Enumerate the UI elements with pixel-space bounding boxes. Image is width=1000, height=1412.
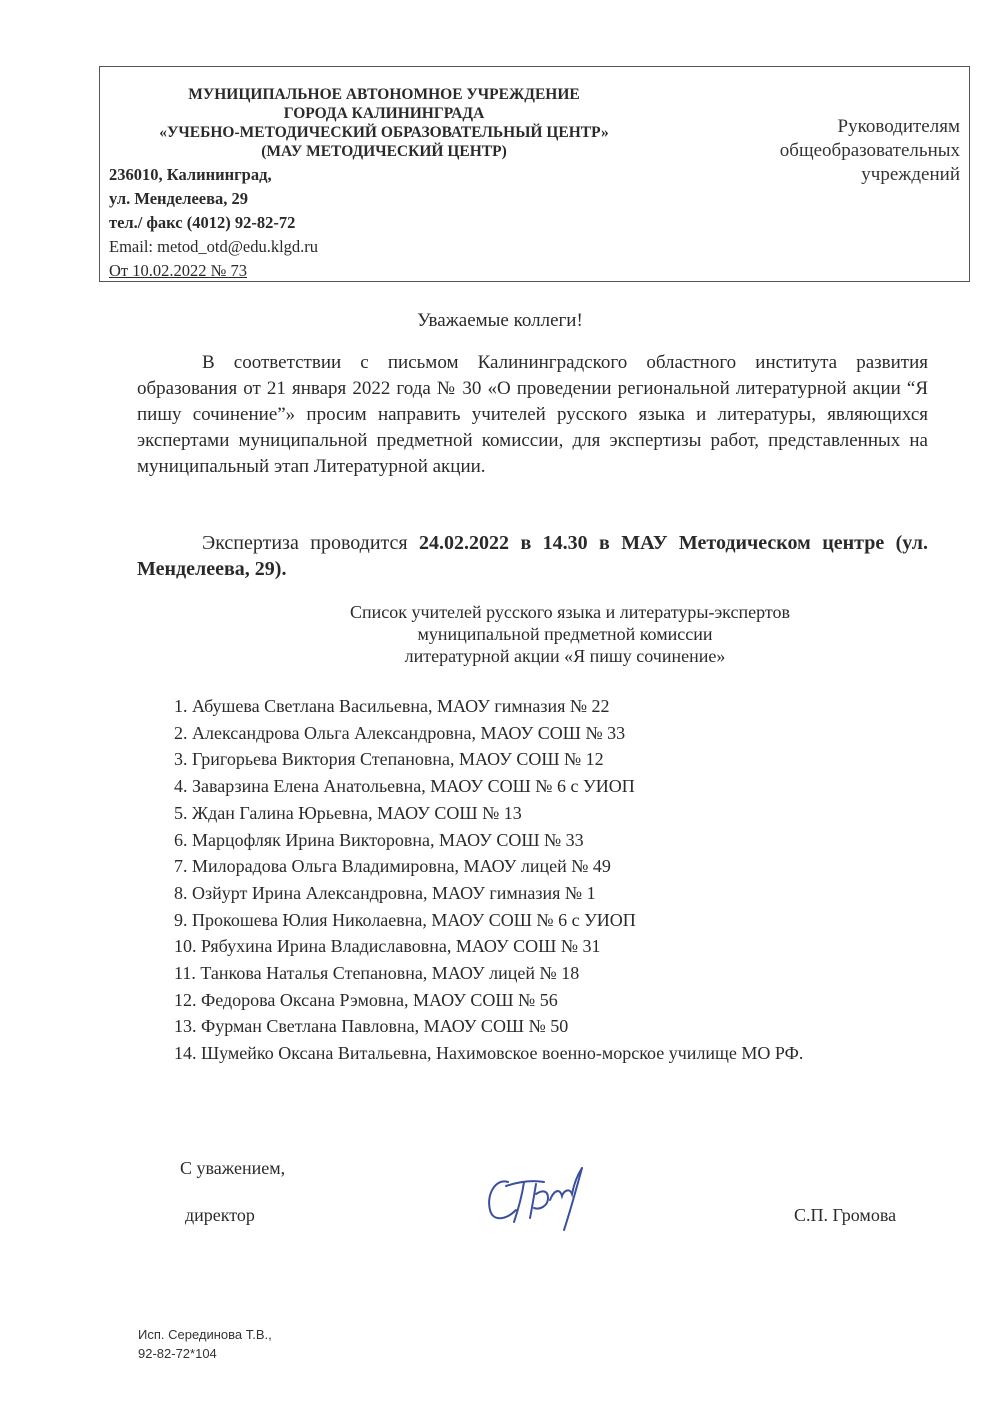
list-item: 5. Ждан Галина Юрьевна, МАОУ СОШ № 13	[174, 802, 522, 823]
sender-block	[109, 85, 659, 283]
list-item: 12. Федорова Оксана Рэмовна, МАОУ СОШ № 56	[174, 989, 558, 1010]
list-title	[0, 601, 1000, 667]
recipient-line: Руководителям	[837, 116, 960, 137]
list-item: 3. Григорьева Виктория Степановна, МАОУ СОШ № 12	[174, 749, 604, 770]
list-title-line: муниципальной предметной комиссии	[417, 624, 713, 644]
org-line: ГОРОДА КАЛИНИНГРАДА	[283, 105, 485, 122]
org-line: «УЧЕБНО-МЕТОДИЧЕСКИЙ ОБРАЗОВАТЕЛЬНЫЙ ЦЕНТР»	[159, 124, 609, 141]
org-line: (МАУ МЕТОДИЧЕСКИЙ ЦЕНТР)	[261, 143, 507, 160]
list-item: 1. Абушева Светлана Васильевна, МАОУ гимназия № 22	[174, 696, 610, 716]
expertise-details: 24.02.2022 в 14.30 в МАУ Методическом центре (ул. Менделеева, 29).	[137, 532, 928, 580]
expertise-paragraph	[137, 530, 928, 582]
list-title-line: Список учителей русского языка и литературы-экспертов	[350, 602, 790, 622]
list-item: 11. Танкова Наталья Степановна, МАОУ лицей № 18	[174, 963, 580, 984]
outgoing-reference: От 10.02.2022 № 73	[109, 261, 247, 280]
list-item: 4. Заварзина Елена Анатольевна, МАОУ СОШ № 6 с УИОП	[174, 776, 635, 797]
email: Email: metod_otd@edu.klgd.ru	[109, 237, 319, 256]
address-line: ул. Менделеева, 29	[109, 189, 249, 208]
expertise-prefix: Экспертиза проводится	[202, 532, 420, 554]
list-title-line: литературной акции «Я пишу сочинение»	[404, 646, 726, 666]
list-item: 6. Марцофляк Ирина Викторовна, МАОУ СОШ № 33	[174, 829, 584, 850]
executor-name: Исп. Серединова Т.В.,	[138, 1327, 272, 1342]
closing-phrase: С уважением,	[180, 1158, 286, 1178]
recipient-line: учреждений	[861, 164, 960, 185]
list-item: 2. Александрова Ольга Александровна, МАОУ СОШ № 33	[174, 722, 626, 743]
greeting: Уважаемые коллеги!	[417, 310, 583, 331]
signer-name: С.П. Громова	[794, 1205, 897, 1225]
experts-list	[174, 693, 934, 1067]
main-paragraph: В соответствии с письмом Калининградского областного института развития образования от 21 января 2022 года № 30 «О проведении региональной литературной акции “Я пишу сочинение”» просим направить учителей русского языка и литературы, являющихся экспертами муниципальной предметной комиссии, для экспертизы работ, представленных на муниципальный этап Литературной акции.	[137, 352, 928, 477]
executor-phone: 92-82-72*104	[138, 1346, 217, 1361]
phone-fax: тел./ факс (4012) 92-82-72	[109, 213, 296, 232]
org-line: МУНИЦИПАЛЬНОЕ АВТОНОМНОЕ УЧРЕЖДЕНИЕ	[188, 86, 580, 103]
list-item: 9. Прокошева Юлия Николаевна, МАОУ СОШ № 6 с УИОП	[174, 909, 636, 930]
list-item: 13. Фурман Светлана Павловна, МАОУ СОШ № 50	[174, 1016, 569, 1037]
list-item: 14. Шумейко Оксана Витальевна, Нахимовское военно-морское училище МО РФ.	[174, 1043, 804, 1064]
organization-name	[109, 85, 659, 161]
list-item: 8. Озйурт Ирина Александровна, МАОУ гимназия № 1	[174, 882, 596, 903]
sender-address	[109, 163, 659, 283]
list-item: 10. Рябухина Ирина Владиславовна, МАОУ СОШ № 31	[174, 936, 601, 957]
handwritten-signature	[478, 1160, 593, 1240]
executor-block	[138, 1325, 272, 1363]
list-item: 7. Милорадова Ольга Владимировна, МАОУ лицей № 49	[174, 856, 611, 877]
recipient-line: общеобразовательных	[779, 140, 960, 161]
address-line: 236010, Калининград,	[109, 165, 272, 184]
signer-role: директор	[185, 1205, 255, 1225]
recipient-block	[720, 115, 960, 187]
letterhead-box	[99, 66, 970, 282]
